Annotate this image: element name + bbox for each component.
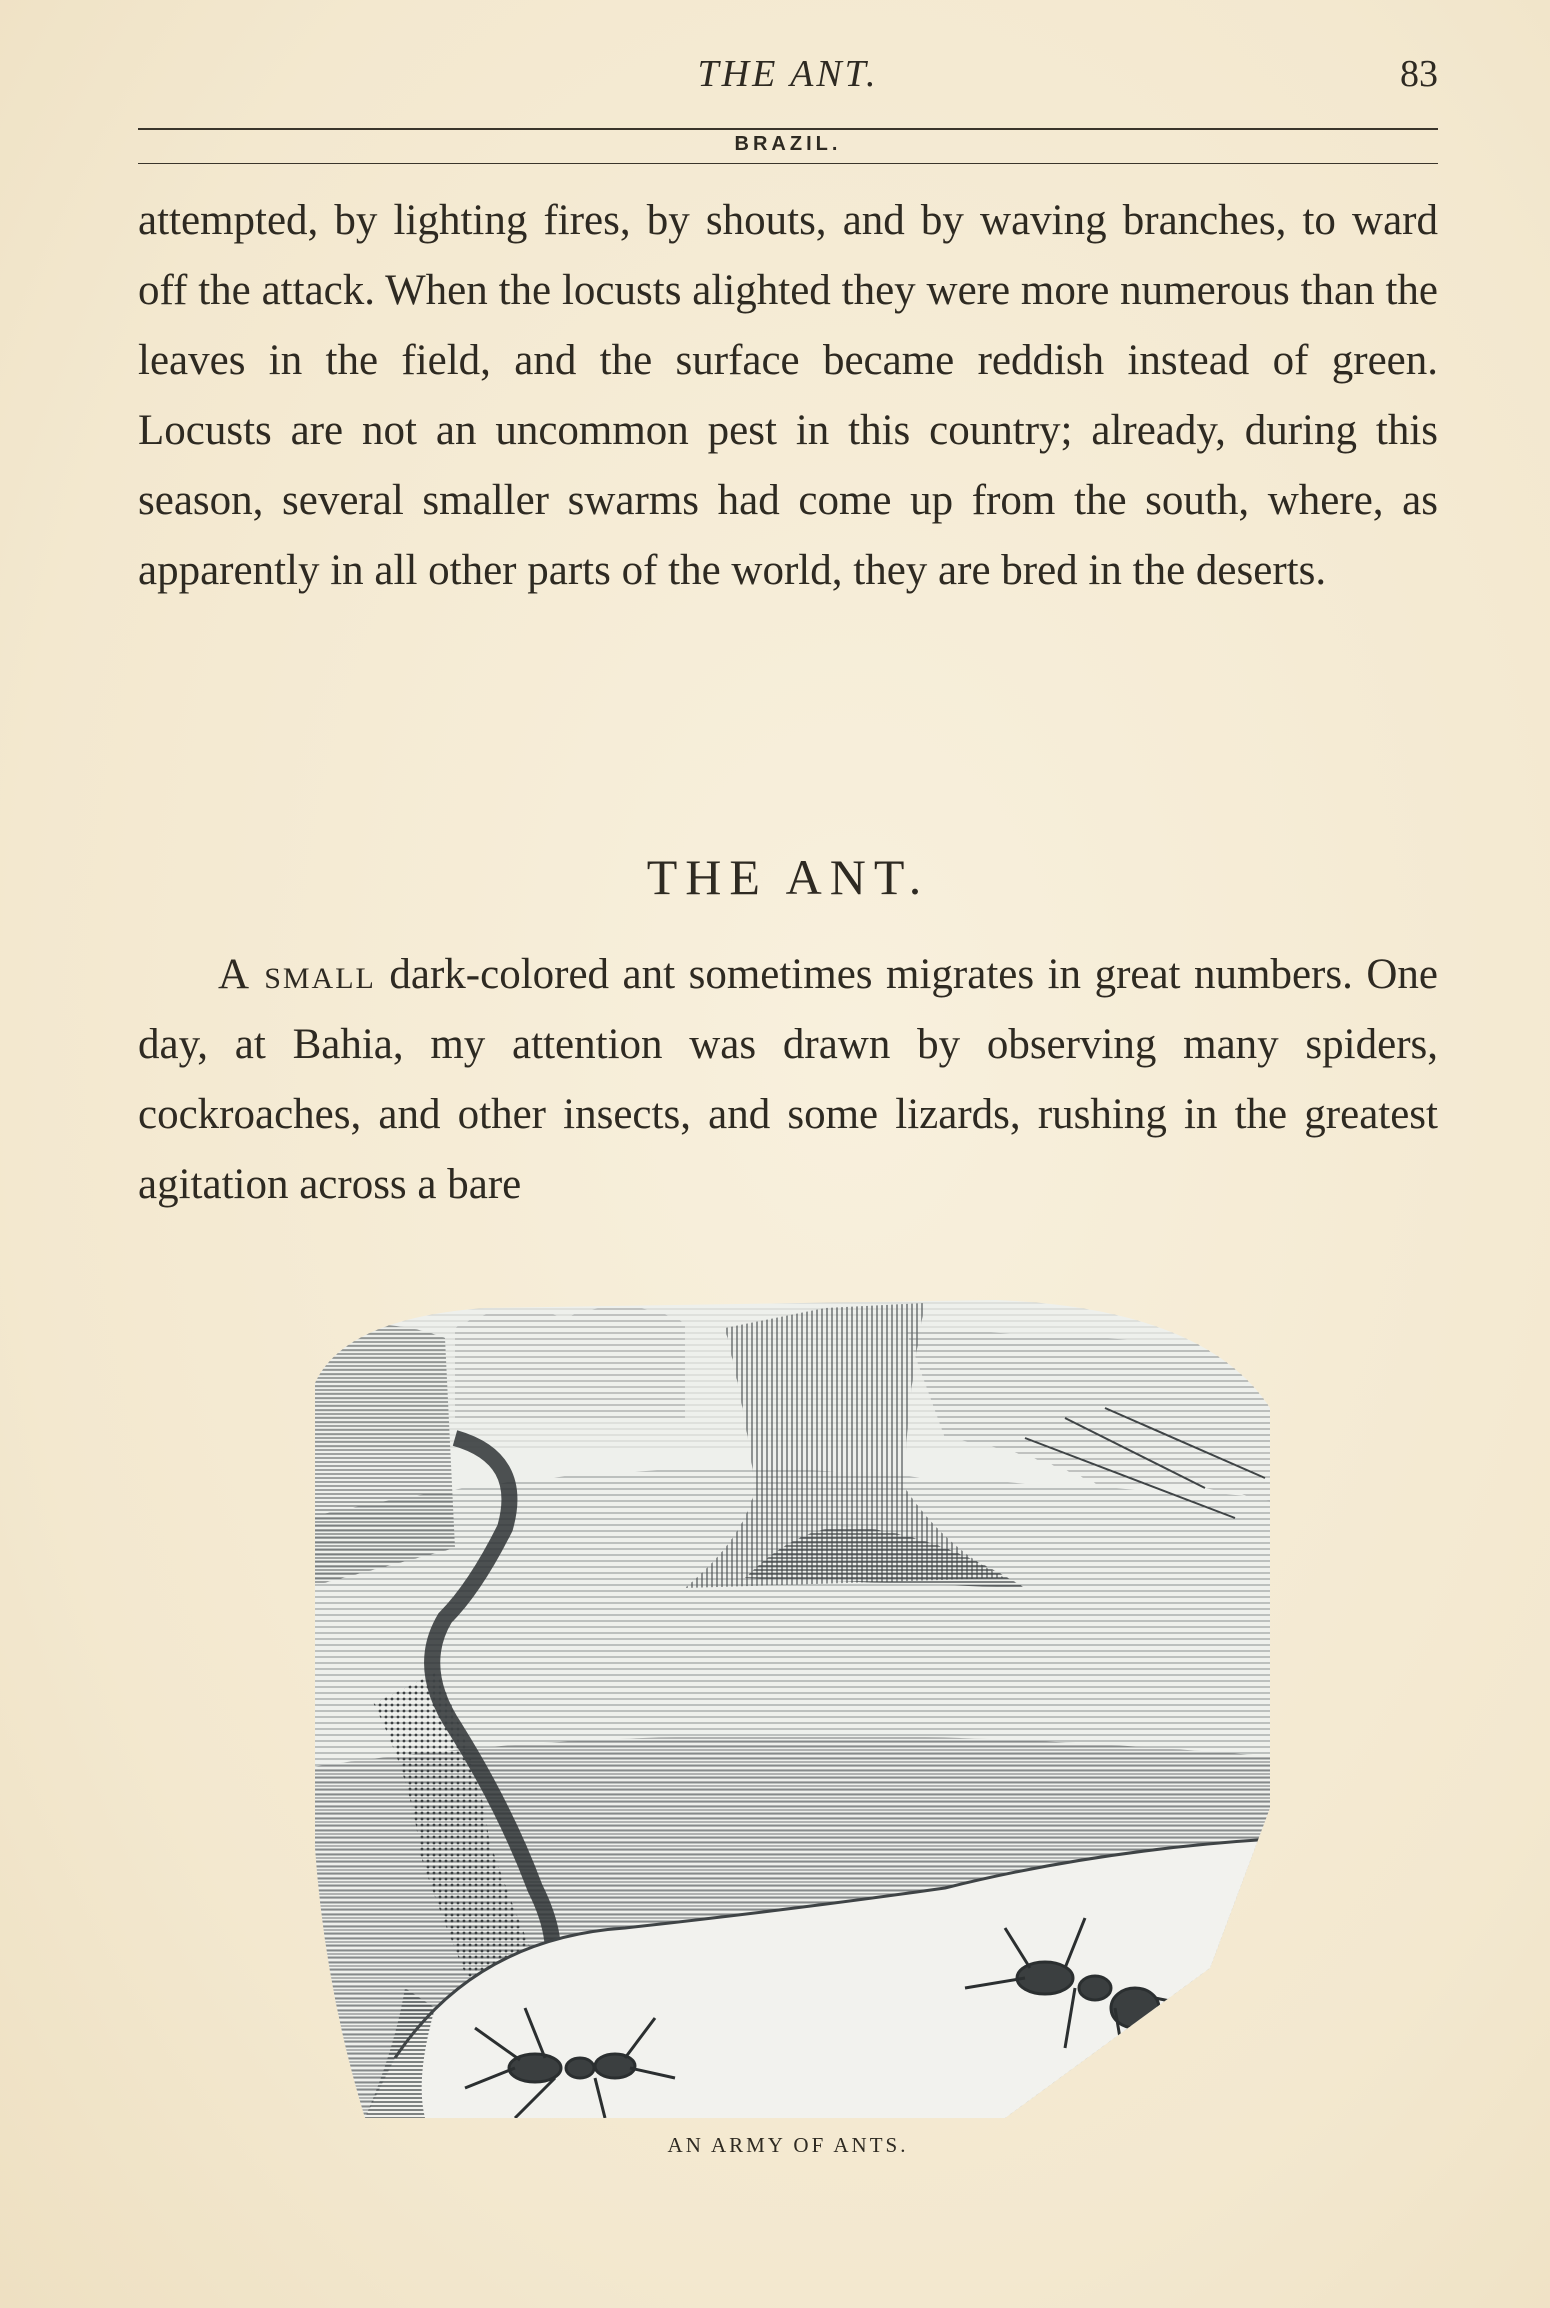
header-rule-bottom bbox=[138, 163, 1438, 164]
paragraph-lead: A small bbox=[218, 951, 376, 998]
section-label: BRAZIL. bbox=[734, 133, 842, 155]
chapter-heading: THE ANT. bbox=[646, 849, 930, 905]
paragraph-ant bbox=[138, 940, 1438, 1220]
illustration-caption: AN ARMY OF ANTS. bbox=[667, 2133, 909, 2157]
running-title: THE ANT. bbox=[697, 53, 879, 95]
running-head bbox=[138, 52, 1438, 102]
header-rule-top bbox=[138, 128, 1438, 130]
paragraph-ant-text: dark-colored ant sometimes migrates in great numbers. One day, at Bahia, my attention was drawn by observing many spiders, cockroaches, and other insects, and some lizards, rushing in the greatest agitation across a bare bbox=[138, 951, 1438, 1208]
ant-army-engraving bbox=[305, 1288, 1290, 2118]
paragraph-locusts: attempted, by lighting fires, by shouts, and by waving branches, to ward off the attack. When the locusts alighted they were more numerous than the leaves in the field, and the surface became reddish instead of green. Locusts are not an uncommon pest in this country; already, during this season, several smaller swarms had come up from the south, where, as apparently in all other parts of the world, they are bred in the deserts. bbox=[138, 197, 1438, 594]
page-number: 83 bbox=[1400, 53, 1438, 95]
